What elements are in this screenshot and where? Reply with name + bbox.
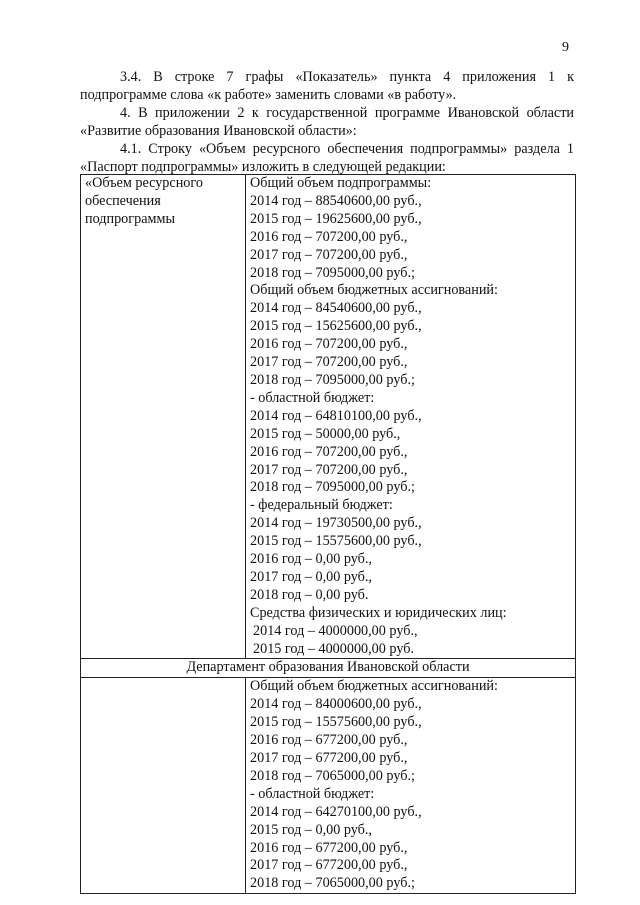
value-line: - федеральный бюджет: bbox=[250, 497, 393, 514]
value-line: 2018 год – 7065000,00 руб.; bbox=[250, 767, 415, 784]
value-line: 2016 год – 707200,00 руб., bbox=[250, 443, 408, 460]
value-line: 2017 год – 677200,00 руб., bbox=[250, 857, 408, 874]
table-row bbox=[81, 678, 576, 894]
value-line: 2017 год – 707200,00 руб., bbox=[250, 354, 408, 371]
value-line: 2018 год – 7095000,00 руб.; bbox=[250, 371, 415, 388]
value-line: 2014 год – 84000600,00 руб., bbox=[250, 696, 422, 713]
paragraph: 4. В приложении 2 к государственной программе Ивановской области «Развитие образования Ивановской области»: bbox=[80, 105, 574, 139]
value-line: 2017 год – 707200,00 руб., bbox=[250, 246, 408, 263]
value-line: 2014 год – 64270100,00 руб., bbox=[250, 803, 422, 820]
value-line: 2015 год – 4000000,00 руб. bbox=[253, 640, 414, 657]
value-line: Общий объем бюджетных ассигнований: bbox=[250, 282, 498, 299]
row-values-cell bbox=[246, 678, 576, 894]
value-line: 2014 год – 4000000,00 руб., bbox=[253, 622, 418, 639]
value-line: 2016 год – 707200,00 руб., bbox=[250, 228, 408, 245]
value-line: 2017 год – 707200,00 руб., bbox=[250, 461, 408, 478]
value-line: 2014 год – 88540600,00 руб., bbox=[250, 192, 422, 209]
section-title-cell: Департамент образования Ивановской области bbox=[81, 659, 576, 678]
value-line: 2015 год – 15575600,00 руб., bbox=[250, 533, 422, 550]
value-line: 2014 год – 19730500,00 руб., bbox=[250, 515, 422, 532]
passport-table bbox=[80, 174, 576, 894]
value-line: - областной бюджет: bbox=[250, 389, 375, 406]
value-line: 2015 год – 0,00 руб., bbox=[250, 821, 372, 838]
paragraph: 3.4. В строке 7 графы «Показатель» пункта 4 приложения 1 к подпрограмме слова «к работе» заменить словами «в работу». bbox=[80, 69, 574, 103]
value-line: Средства физических и юридических лиц: bbox=[250, 604, 507, 621]
value-line: - областной бюджет: bbox=[250, 785, 375, 802]
table-row bbox=[81, 175, 576, 659]
row-values-cell bbox=[246, 175, 576, 659]
table-row bbox=[81, 659, 576, 678]
value-line: 2016 год – 677200,00 руб., bbox=[250, 839, 408, 856]
label-line: подпрограммы bbox=[85, 210, 175, 227]
paragraph: 4.1. Строку «Объем ресурсного обеспечения подпрограммы» раздела 1 «Паспорт подпрограммы» изложить в следующей редакции: bbox=[80, 141, 574, 175]
value-line: Общий объем подпрограммы: bbox=[250, 175, 432, 191]
label-line: обеспечения bbox=[85, 192, 161, 209]
value-line: 2015 год – 50000,00 руб., bbox=[250, 425, 401, 442]
value-line: 2015 год – 19625600,00 руб., bbox=[250, 210, 422, 227]
value-line: 2014 год – 84540600,00 руб., bbox=[250, 300, 422, 317]
value-line: 2016 год – 707200,00 руб., bbox=[250, 336, 408, 353]
value-line: 2018 год – 7095000,00 руб.; bbox=[250, 264, 415, 281]
row-label-cell bbox=[81, 175, 246, 659]
value-line: 2015 год – 15625600,00 руб., bbox=[250, 318, 422, 335]
label-line: «Объем ресурсного bbox=[85, 175, 203, 191]
value-line: 2016 год – 0,00 руб., bbox=[250, 551, 372, 568]
value-line: 2018 год – 7095000,00 руб.; bbox=[250, 479, 415, 496]
value-line: 2015 год – 15575600,00 руб., bbox=[250, 714, 422, 731]
row-label-cell bbox=[81, 678, 246, 894]
body-text bbox=[80, 68, 574, 176]
value-line: 2017 год – 677200,00 руб., bbox=[250, 750, 408, 766]
value-line: 2018 год – 7065000,00 руб.; bbox=[250, 875, 415, 892]
value-line: Общий объем бюджетных ассигнований: bbox=[250, 678, 498, 695]
page-number: 9 bbox=[562, 40, 569, 55]
value-line: 2014 год – 64810100,00 руб., bbox=[250, 407, 422, 424]
value-line: 2018 год – 0,00 руб. bbox=[250, 586, 369, 603]
value-line: 2016 год – 677200,00 руб., bbox=[250, 732, 408, 749]
value-line: 2017 год – 0,00 руб., bbox=[250, 568, 372, 585]
